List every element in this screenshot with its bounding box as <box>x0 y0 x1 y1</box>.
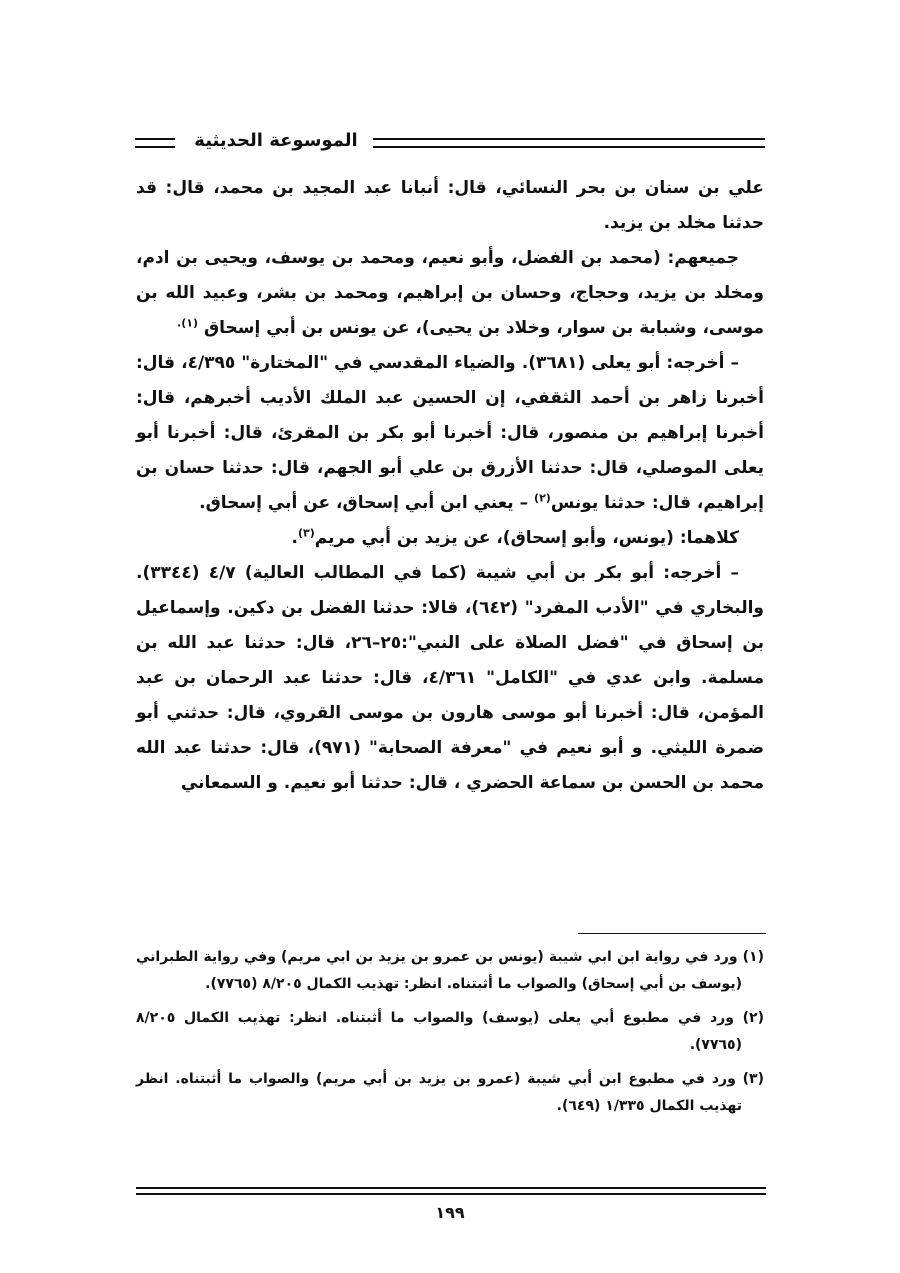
header-title: الموسوعة الحديثية <box>194 130 358 151</box>
header-rule-right <box>373 138 765 148</box>
footnotes <box>136 944 764 1127</box>
footnote-ref: (١). <box>177 316 199 330</box>
main-text <box>136 171 764 801</box>
paragraph: – أخرجه: أبو بكر بن أبي شيبة (كما في المطالب العالية) ٤/٧ (٣٣٤٤). والبخاري في "الأدب المفرد" (٦٤٢)، قالا: حدثنا الفضل بن دكين. وإسماعيل بن إسحاق في "فضل الصلاة على النبي":٢٥–٢٦، قال: حدثنا عبد الله بن مسلمة. وابن عدي في "الكامل" ٤/٣٦١، قال: حدثنا عبد الرحمان بن عبد المؤمن، قال: أخبرنا أبو موسى هارون بن موسى القروي، قال: حدثني أبو ضمرة الليثي. و أبو نعيم في "معرفة الصحابة" (٩٧١)، قال: حدثنا عبد الله محمد بن الحسن بن سماعة الحضري ، قال: حدثنا أبو نعيم. و السمعاني <box>136 563 764 793</box>
footnote: (٣) ورد في مطبوع ابن أبي شيبة (عمرو بن يزيد بن أبي مريم) والصواب ما أثبتناه. انظر تهذيب الكمال ١/٣٣٥ (٦٤٩). <box>136 1071 764 1114</box>
paragraph: كلاهما: (يونس، وأبو إسحاق)، عن يزيد بن أبي مريم$^{(٣)}$. <box>291 526 739 548</box>
footnote-ref: (٣) <box>298 526 315 540</box>
paragraph: – أخرجه: أبو يعلى (٣٦٨١). والضياء المقدسي في "المختارة" ٤/٣٩٥، قال: أخبرنا زاهر بن أحمد الثقفي، إن الحسين عبد الملك الأديب أخبرهم، قال: أخبرنا إبراهيم بن منصور، قال: أخبرنا أبو بكر بن المقرئ، قال: أخبرنا أبو يعلى الموصلي، قال: حدثنا الأزرق بن علي أبو الجهم، قال: حدثنا حسان بن إبراهيم، قال: حدثنا يونس$^{(٢)}$ – يعني ابن أبي إسحاق، عن أبي إسحاق. <box>136 353 764 513</box>
running-header <box>135 128 765 154</box>
footnote: (٢) ورد في مطبوع أبي يعلى (يوسف) والصواب ما أثبتناه. انظر: تهذيب الكمال ٨/٢٠٥ (٧٧٦٥). <box>136 1010 764 1053</box>
footer-rule <box>136 1187 766 1195</box>
footnote-ref: (٢) <box>534 491 551 505</box>
page-number: ١٩٩ <box>435 1203 465 1222</box>
footnote-separator <box>578 933 766 934</box>
paragraph: جميعهم: (محمد بن الفضل، وأبو نعيم، ومحمد بن يوسف، ويحيى بن ادم، ومخلد بن يزيد، وحجاج، وحسان بن إبراهيم، ومحمد بن بشر، وعبيد الله بن موسى، وشبابة بن سوار، وخلاد بن يحيى)، عن يونس بن أبي إسحاق $^{(١).}$ <box>136 248 764 338</box>
footnote: (١) ورد في رواية ابن ابي شيبة (يونس بن عمرو بن يزيد بن ابي مريم) وفي رواية الطبراني (يوسف بن أبي إسحاق) والصواب ما أثبتناه. انظر: تهذيب الكمال ٨/٢٠٥ (٧٧٦٥). <box>136 949 764 992</box>
paragraph: علي بن سنان بن بحر النسائي، قال: أنبانا عبد المجيد بن محمد، قال: قد حدثنا مخلد بن يزيد. <box>136 178 764 233</box>
header-rule-left <box>135 138 175 148</box>
